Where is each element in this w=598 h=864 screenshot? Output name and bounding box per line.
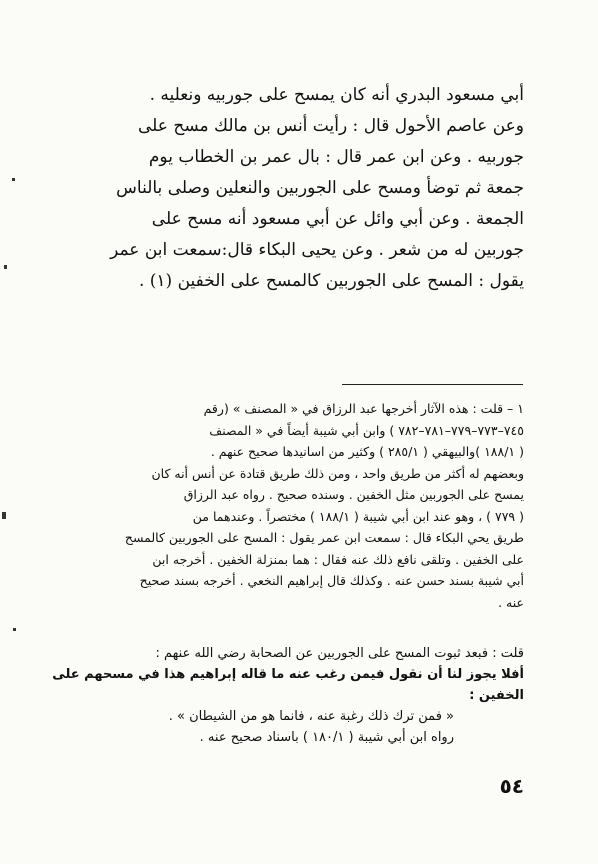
page-number: ٥٤ [499, 774, 524, 798]
main-text [96, 80, 524, 297]
main-line: جمعة ثم توضأ ومسح على الجوربين والنعلين وصلى بالناس [116, 178, 524, 198]
footnote [72, 398, 524, 613]
main-line: أبي مسعود البدري أنه كان يمسح على جوربيه ونعليه . [149, 85, 524, 105]
main-line: جوربين له من شعر . وعن يحيى البكاء قال:سمعت ابن عمر [110, 240, 524, 260]
main-line: وعن عاصم الأحول قال : رأيت أنس بن مالك مسح على [138, 116, 524, 136]
comment-line: رواه ابن أبي شيبة ( ١٨٠/١ ) باسناد صحيح عنه . [199, 730, 454, 745]
author-comment [52, 643, 524, 748]
footnote-line: عنه . [498, 594, 524, 610]
main-line: جوربيه . وعن ابن عمر قال : بال عمر بن الخطاب يوم [148, 147, 524, 167]
footnote-line: على الخفين . وتلقى نافع ذلك عنه فقال : هما بمنزلة الخفين . أخرجه ابن [152, 551, 524, 567]
scan-speck [13, 628, 16, 631]
footnote-line: طريق يحي البكاء قال : سمعت ابن عمر يقول : المسح على الجوربين كالمسح [124, 530, 524, 545]
comment-line: الخفين : [469, 688, 524, 703]
scan-speck [12, 178, 15, 181]
footnote-line: ( ٧٧٩ ) ، وهو عند ابن أبي شيبة ( ١٨٨/١ ) مختصراً . وعندهما من [192, 508, 524, 524]
footnote-line: ٧٤٥–٧٧٣–٧٧٩–٧٨١–٧٨٢ ) وابن أبي شيبة أيضاً في « المصنف [209, 422, 524, 438]
scan-speck [2, 512, 6, 519]
main-line: الجمعة . وعن أبي وائل عن أبي مسعود أنه مسح على [151, 209, 524, 229]
footnote-line: يمسح على الجوربين مثل الخفين . وسنده صحيح . رواه عبد الرزاق [183, 487, 524, 502]
main-line: يقول : المسح على الجوربين كالمسح على الخفين (١) . [138, 271, 524, 291]
scan-speck [4, 265, 7, 269]
footnote-line: ( ١٨٨/١ )والبيهقي ( ٢٨٥/١ ) وكثير من اسانيدها صحيح عنهم . [210, 444, 524, 459]
comment-line: أفلا يجوز لنا أن نقول فيمن رغب عنه ما قاله إبراهيم هذا في مسحهم على [52, 667, 524, 682]
comment-line: قلت : فبعد ثبوت المسح على الجوربين عن الصحابة رضي الله عنهم : [155, 646, 524, 661]
footnote-line: ١ – قلت : هذه الآثار أخرجها عبد الرزاق في « المصنف » (رقم [203, 401, 524, 416]
footnote-divider [342, 384, 523, 385]
quote-line: « فمن ترك ذلك رغبة عنه ، فانما هو من الشيطان » . [168, 709, 454, 724]
footnote-line: وبعضهم له أكثر من طريق واحد ، ومن ذلك طريق قتادة عن أنس أنه كان [151, 465, 524, 481]
footnote-line: أبي شيبة بسند حسن عنه . وكذلك قال إبراهيم النخعي . أخرجه بسند صحيح [139, 573, 524, 588]
